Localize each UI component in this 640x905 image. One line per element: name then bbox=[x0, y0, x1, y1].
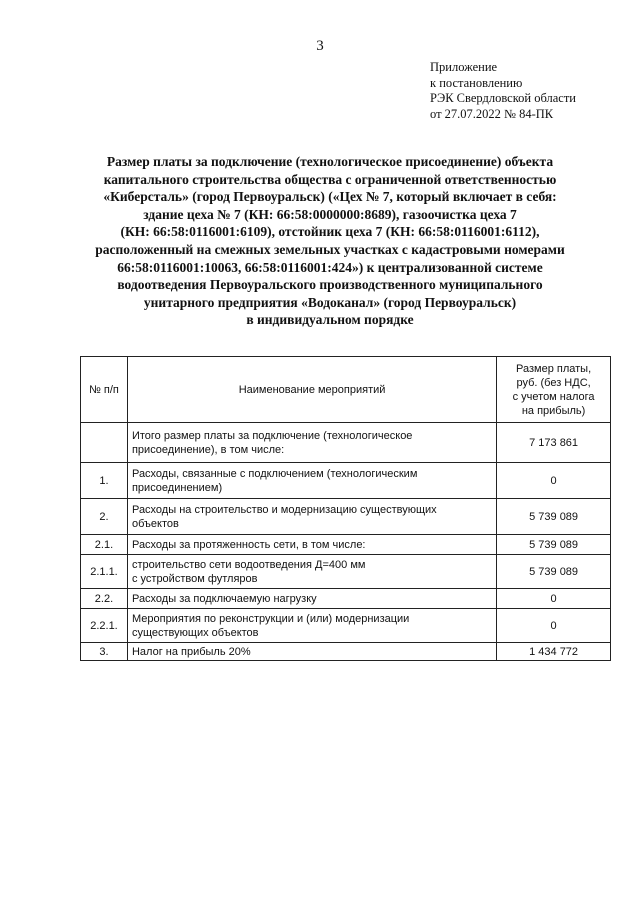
row-value: 7 173 861 bbox=[497, 423, 611, 463]
row-name-line: существующих объектов bbox=[131, 626, 259, 639]
header-value bbox=[497, 357, 611, 423]
row-name bbox=[127, 463, 496, 499]
row-value: 0 bbox=[497, 463, 611, 499]
appendix-line: РЭК Свердловской области bbox=[430, 91, 576, 105]
row-value: 0 bbox=[497, 589, 611, 609]
row-name-line: Итого размер платы за подключение (технологическое bbox=[131, 429, 413, 442]
row-name bbox=[127, 535, 496, 555]
table-row bbox=[81, 499, 611, 535]
row-name-line: Расходы за подключаемую нагрузку bbox=[131, 592, 317, 605]
row-value: 5 739 089 bbox=[497, 499, 611, 535]
row-name bbox=[127, 423, 496, 463]
table-row bbox=[81, 423, 611, 463]
appendix-line: от 27.07.2022 № 84-ПК bbox=[430, 106, 554, 121]
header-num: № п/п bbox=[81, 357, 128, 423]
row-name-line: Расходы на строительство и модернизацию существующих bbox=[131, 503, 437, 516]
table-row bbox=[81, 643, 611, 661]
title-line: расположенный на смежных земельных участках с кадастровыми номерами bbox=[95, 241, 565, 257]
row-name bbox=[127, 609, 496, 643]
table-row bbox=[81, 609, 611, 643]
row-name-line: с устройством футляров bbox=[131, 572, 258, 585]
row-name-line: присоединением) bbox=[131, 481, 223, 494]
title-line: 66:58:0116001:10063, 66:58:0116001:424») к централизованной системе bbox=[117, 259, 543, 275]
row-name-line: присоединение), в том числе: bbox=[131, 443, 285, 456]
row-value: 5 739 089 bbox=[497, 535, 611, 555]
row-num: 2. bbox=[81, 499, 128, 535]
row-num: 1. bbox=[81, 463, 128, 499]
row-value: 5 739 089 bbox=[497, 555, 611, 589]
row-name bbox=[127, 555, 496, 589]
row-name bbox=[127, 589, 496, 609]
header-name: Наименование мероприятий bbox=[127, 357, 496, 423]
title-line: здание цеха № 7 (КН: 66:58:0000000:8689), газоочистка цеха 7 bbox=[143, 206, 517, 222]
row-num: 2.2.1. bbox=[81, 609, 128, 643]
row-name-line: Расходы, связанные с подключением (технологическим bbox=[131, 467, 418, 480]
title-line: (КН: 66:58:0116001:6109), отстойник цеха 7 (КН: 66:58:0116001:6112), bbox=[120, 224, 540, 240]
row-name-line: Мероприятия по реконструкции и (или) модернизации bbox=[131, 612, 410, 625]
header-value-line: на прибыль) bbox=[521, 404, 586, 417]
header-value-line: с учетом налога bbox=[512, 390, 595, 403]
table-row bbox=[81, 463, 611, 499]
row-num: 3. bbox=[81, 643, 128, 661]
title-line: водоотведения Первоуральского производственного муниципального bbox=[117, 277, 543, 293]
table-header-row bbox=[81, 357, 611, 423]
row-name-line: Расходы за протяженность сети, в том числе: bbox=[131, 538, 366, 551]
table-row bbox=[81, 535, 611, 555]
row-num bbox=[81, 423, 128, 463]
row-num: 2.2. bbox=[81, 589, 128, 609]
title-line: «Киберсталь» (город Первоуральск) («Цех № 7, который включает в себя: bbox=[103, 189, 557, 205]
header-value-line: Размер платы, bbox=[516, 362, 592, 375]
row-name-line: Налог на прибыль 20% bbox=[131, 645, 251, 658]
title-line: в индивидуальном порядке bbox=[246, 312, 414, 328]
title-line: капитального строительства общества с ограниченной ответственностью bbox=[103, 171, 557, 187]
header-value-line: руб. (без НДС, bbox=[516, 376, 591, 389]
fee-table bbox=[80, 356, 611, 661]
document-title bbox=[70, 153, 590, 329]
row-value: 1 434 772 bbox=[497, 643, 611, 661]
title-line: Размер платы за подключение (технологическое присоединение) объекта bbox=[106, 154, 554, 169]
table-row bbox=[81, 589, 611, 609]
appendix-block bbox=[430, 60, 576, 122]
row-num: 2.1. bbox=[81, 535, 128, 555]
appendix-line: Приложение bbox=[430, 60, 498, 74]
row-value: 0 bbox=[497, 609, 611, 643]
row-name-line: объектов bbox=[131, 517, 179, 530]
title-line: унитарного предприятия «Водоканал» (город Первоуральск) bbox=[143, 294, 517, 310]
row-num: 2.1.1. bbox=[81, 555, 128, 589]
row-name bbox=[127, 499, 496, 535]
appendix-line: к постановлению bbox=[430, 75, 523, 90]
row-name bbox=[127, 643, 496, 661]
row-name-line: строительство сети водоотведения Д=400 мм bbox=[131, 558, 366, 571]
page-number: 3 bbox=[316, 38, 324, 54]
table-row bbox=[81, 555, 611, 589]
